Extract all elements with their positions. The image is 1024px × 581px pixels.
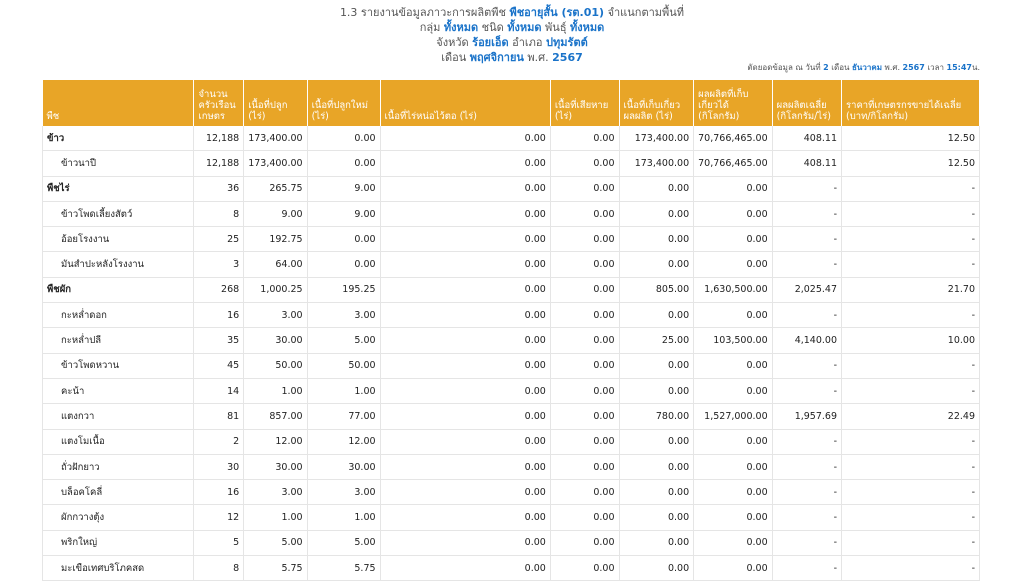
column-header: ผลผลิตที่เก็บเกี่ยวได้ (กิโลกรัม): [694, 80, 773, 126]
table-cell: 14: [194, 378, 244, 403]
table-cell: 0.00: [380, 480, 550, 505]
table-cell: 0.00: [550, 454, 619, 479]
table-cell: -: [842, 252, 980, 277]
table-cell: 12,188: [194, 126, 244, 151]
table-cell: -: [772, 252, 841, 277]
crop-name-cell: ผักกวางตุ้ง: [43, 505, 194, 530]
table-cell: 0.00: [380, 151, 550, 176]
column-header: เนื้อที่เสียหาย (ไร่): [550, 80, 619, 126]
table-cell: -: [772, 429, 841, 454]
table-cell: 21.70: [842, 277, 980, 302]
table-cell: 0.00: [619, 353, 694, 378]
crop-name-cell: ข้าวโพดเลี้ยงสัตว์: [43, 201, 194, 226]
cutoff-year: 2567: [902, 63, 925, 72]
variety-value: ทั้งหมด: [570, 21, 605, 34]
table-cell: -: [772, 505, 841, 530]
table-cell: 0.00: [550, 277, 619, 302]
table-cell: -: [842, 353, 980, 378]
filter-line: [0, 20, 1024, 35]
cutoff-day: 2: [823, 63, 829, 72]
table-cell: -: [772, 378, 841, 403]
table-cell: 1,957.69: [772, 404, 841, 429]
table-cell: 0.00: [619, 429, 694, 454]
table-cell: 173,400.00: [244, 151, 307, 176]
cutoff-month-label: เดือน: [831, 63, 850, 72]
table-cell: -: [842, 556, 980, 581]
table-cell: 0.00: [694, 505, 773, 530]
crop-name-cell: ข้าวโพดหวาน: [43, 353, 194, 378]
table-cell: 0.00: [619, 454, 694, 479]
table-cell: 0.00: [619, 556, 694, 581]
table-cell: 0.00: [550, 151, 619, 176]
table-cell: 0.00: [380, 404, 550, 429]
table-group-row: [43, 126, 980, 151]
province-label: จังหวัด: [436, 36, 469, 49]
table-row: [43, 328, 980, 353]
table-cell: -: [772, 201, 841, 226]
table-cell: 30: [194, 454, 244, 479]
table-cell: 30.00: [307, 454, 380, 479]
table-cell: 0.00: [619, 480, 694, 505]
table-cell: 25: [194, 227, 244, 252]
table-cell: 70,766,465.00: [694, 126, 773, 151]
table-cell: 0.00: [694, 176, 773, 201]
location-line: [0, 35, 1024, 50]
table-cell: 1,000.25: [244, 277, 307, 302]
table-cell: -: [772, 227, 841, 252]
column-header: เนื้อที่เก็บเกี่ยวผลผลิต (ไร่): [619, 80, 694, 126]
crop-name-cell: อ้อยโรงงาน: [43, 227, 194, 252]
table-cell: 780.00: [619, 404, 694, 429]
table-cell: 2: [194, 429, 244, 454]
table-row: [43, 353, 980, 378]
table-cell: 1.00: [307, 378, 380, 403]
column-header: เนื้อที่ปลูก (ไร่): [244, 80, 307, 126]
table-cell: 173,400.00: [244, 126, 307, 151]
month-value: พฤศจิกายน: [469, 51, 524, 64]
table-cell: 4,140.00: [772, 328, 841, 353]
column-header: ผลผลิตเฉลี่ย (กิโลกรัม/ไร่): [772, 80, 841, 126]
table-cell: 0.00: [694, 530, 773, 555]
table-cell: 408.11: [772, 151, 841, 176]
table-row: [43, 480, 980, 505]
table-cell: -: [842, 505, 980, 530]
table-cell: 1,630,500.00: [694, 277, 773, 302]
table-row: [43, 505, 980, 530]
table-cell: 12.00: [244, 429, 307, 454]
table-cell: 0.00: [307, 227, 380, 252]
table-cell: -: [842, 303, 980, 328]
table-cell: 0.00: [380, 556, 550, 581]
column-header: เนื้อที่ไร่หน่อไว้ตอ (ไร่): [380, 80, 550, 126]
table-cell: 0.00: [619, 227, 694, 252]
year-value: 2567: [552, 51, 583, 64]
crop-name-cell: ถั่วฝักยาว: [43, 454, 194, 479]
table-cell: 195.25: [307, 277, 380, 302]
table-cell: 0.00: [694, 201, 773, 226]
table-cell: 0.00: [307, 151, 380, 176]
table-cell: 12.50: [842, 151, 980, 176]
table-cell: 0.00: [380, 454, 550, 479]
table-cell: 10.00: [842, 328, 980, 353]
table-cell: 0.00: [380, 505, 550, 530]
table-cell: 12.50: [842, 126, 980, 151]
table-cell: 0.00: [550, 353, 619, 378]
table-cell: 16: [194, 480, 244, 505]
district-value: ปทุมรัตต์: [546, 36, 588, 49]
table-cell: 805.00: [619, 277, 694, 302]
table-cell: 50.00: [244, 353, 307, 378]
table-cell: 0.00: [380, 303, 550, 328]
table-cell: 0.00: [550, 328, 619, 353]
cutoff-prefix: ตัดยอดข้อมูล ณ วันที่: [747, 63, 821, 72]
table-cell: 1.00: [244, 505, 307, 530]
column-header: จำนวนครัวเรือนเกษตร: [194, 80, 244, 126]
table-cell: 1.00: [307, 505, 380, 530]
table-cell: 192.75: [244, 227, 307, 252]
table-cell: 2,025.47: [772, 277, 841, 302]
table-cell: 0.00: [550, 404, 619, 429]
table-group-row: [43, 176, 980, 201]
crop-name-cell: พืชผัก: [43, 277, 194, 302]
table-row: [43, 252, 980, 277]
crop-name-cell: ข้าวนาปี: [43, 151, 194, 176]
table-cell: 0.00: [550, 227, 619, 252]
table-cell: 22.49: [842, 404, 980, 429]
table-cell: 0.00: [550, 126, 619, 151]
table-cell: 5.00: [307, 328, 380, 353]
table-cell: 0.00: [694, 556, 773, 581]
table-cell: 173,400.00: [619, 126, 694, 151]
data-cutoff-note: [747, 61, 980, 74]
table-cell: -: [772, 303, 841, 328]
table-row: [43, 378, 980, 403]
table-cell: -: [842, 176, 980, 201]
table-cell: 0.00: [550, 530, 619, 555]
table-cell: 0.00: [694, 353, 773, 378]
table-cell: -: [842, 454, 980, 479]
table-cell: -: [772, 176, 841, 201]
crop-name-cell: แตงโมเนื้อ: [43, 429, 194, 454]
crop-name-cell: ข้าว: [43, 126, 194, 151]
table-cell: 0.00: [380, 176, 550, 201]
table-cell: 3.00: [307, 480, 380, 505]
table-row: [43, 404, 980, 429]
table-cell: 0.00: [619, 378, 694, 403]
table-cell: 0.00: [550, 252, 619, 277]
table-cell: 0.00: [619, 530, 694, 555]
table-cell: 9.00: [307, 201, 380, 226]
cutoff-month: ธันวาคม: [852, 63, 882, 72]
table-cell: 0.00: [694, 227, 773, 252]
table-row: [43, 151, 980, 176]
table-cell: 5: [194, 530, 244, 555]
table-cell: 0.00: [380, 126, 550, 151]
table-cell: 0.00: [619, 176, 694, 201]
group-label: กลุ่ม: [419, 21, 441, 34]
table-header-row: [43, 80, 980, 126]
table-row: [43, 530, 980, 555]
kind-value: ทั้งหมด: [507, 21, 542, 34]
cutoff-time-label: เวลา: [927, 63, 944, 72]
table-cell: 0.00: [550, 480, 619, 505]
table-cell: 0.00: [380, 252, 550, 277]
table-cell: -: [842, 530, 980, 555]
table-row: [43, 429, 980, 454]
crop-name-cell: มะเขือเทศบริโภคสด: [43, 556, 194, 581]
table-cell: 30.00: [244, 454, 307, 479]
production-table: [42, 80, 980, 581]
table-cell: 81: [194, 404, 244, 429]
table-cell: 0.00: [307, 126, 380, 151]
table-row: [43, 454, 980, 479]
cutoff-time-suffix: น.: [971, 63, 980, 72]
table-cell: -: [842, 480, 980, 505]
table-cell: 64.00: [244, 252, 307, 277]
table-cell: -: [842, 201, 980, 226]
table-cell: -: [842, 429, 980, 454]
table-cell: 12.00: [307, 429, 380, 454]
table-cell: -: [842, 378, 980, 403]
table-cell: 408.11: [772, 126, 841, 151]
table-cell: 268: [194, 277, 244, 302]
crop-name-cell: พืชไร่: [43, 176, 194, 201]
table-cell: 8: [194, 556, 244, 581]
table-cell: 0.00: [694, 480, 773, 505]
table-cell: 3.00: [307, 303, 380, 328]
table-cell: 0.00: [550, 378, 619, 403]
table-cell: 0.00: [619, 505, 694, 530]
table-cell: 25.00: [619, 328, 694, 353]
table-cell: 12: [194, 505, 244, 530]
table-cell: -: [772, 480, 841, 505]
month-label: เดือน: [441, 51, 467, 64]
table-cell: 0.00: [694, 303, 773, 328]
table-cell: 0.00: [550, 556, 619, 581]
crop-name-cell: บล็อคโคลี่: [43, 480, 194, 505]
table-cell: 0.00: [619, 252, 694, 277]
table-cell: 0.00: [694, 252, 773, 277]
table-row: [43, 303, 980, 328]
table-cell: 30.00: [244, 328, 307, 353]
column-header: ราคาที่เกษตรกรขายได้เฉลี่ย (บาท/กิโลกรัม): [842, 80, 980, 126]
table-cell: -: [842, 227, 980, 252]
table-cell: 0.00: [307, 252, 380, 277]
crop-name-cell: พริกใหญ่: [43, 530, 194, 555]
table-cell: 3.00: [244, 303, 307, 328]
table-group-row: [43, 277, 980, 302]
province-value: ร้อยเอ็ด: [472, 36, 509, 49]
table-cell: 35: [194, 328, 244, 353]
table-cell: -: [772, 530, 841, 555]
report-title-prefix: 1.3 รายงานข้อมูลภาวะการผลิตพืช: [339, 6, 506, 19]
crop-name-cell: คะน้า: [43, 378, 194, 403]
table-cell: 36: [194, 176, 244, 201]
kind-label: ชนิด: [481, 21, 504, 34]
table-cell: 50.00: [307, 353, 380, 378]
table-cell: 5.75: [307, 556, 380, 581]
report-header: [0, 0, 1024, 65]
crop-name-cell: กะหล่ำปลี: [43, 328, 194, 353]
cutoff-time: 15:47: [946, 63, 972, 72]
table-cell: 0.00: [380, 277, 550, 302]
column-header: เนื้อที่ปลูกใหม่ (ไร่): [307, 80, 380, 126]
table-cell: 1,527,000.00: [694, 404, 773, 429]
report-title-line: [0, 5, 1024, 20]
crop-name-cell: มันสำปะหลังโรงงาน: [43, 252, 194, 277]
table-cell: 103,500.00: [694, 328, 773, 353]
table-cell: 9.00: [244, 201, 307, 226]
table-cell: 0.00: [550, 201, 619, 226]
crop-type-value: พืชอายุสั้น (รต.01): [509, 6, 605, 19]
table-cell: 1.00: [244, 378, 307, 403]
table-cell: 0.00: [380, 378, 550, 403]
table-cell: 45: [194, 353, 244, 378]
table-cell: 3.00: [244, 480, 307, 505]
table-body: [43, 126, 980, 581]
table-cell: 5.00: [307, 530, 380, 555]
table-cell: 0.00: [550, 176, 619, 201]
variety-label: พันธุ์: [545, 21, 567, 34]
table-cell: 0.00: [380, 530, 550, 555]
table-cell: 77.00: [307, 404, 380, 429]
table-cell: 0.00: [380, 353, 550, 378]
table-cell: 3: [194, 252, 244, 277]
crop-name-cell: กะหล่ำดอก: [43, 303, 194, 328]
table-cell: 0.00: [694, 454, 773, 479]
table-cell: 0.00: [550, 429, 619, 454]
table-cell: -: [772, 353, 841, 378]
table-row: [43, 227, 980, 252]
table-cell: 5.75: [244, 556, 307, 581]
table-cell: 12,188: [194, 151, 244, 176]
table-cell: 0.00: [619, 201, 694, 226]
crop-name-cell: แตงกวา: [43, 404, 194, 429]
table-cell: 70,766,465.00: [694, 151, 773, 176]
table-row: [43, 556, 980, 581]
table-cell: 0.00: [694, 429, 773, 454]
table-cell: 0.00: [550, 303, 619, 328]
report-title-suffix: จำแนกตามพื้นที่: [607, 6, 685, 19]
district-label: อำเภอ: [512, 36, 543, 49]
table-cell: 9.00: [307, 176, 380, 201]
table-cell: 0.00: [380, 429, 550, 454]
table-cell: 16: [194, 303, 244, 328]
cutoff-year-label: พ.ศ.: [884, 63, 900, 72]
table-row: [43, 201, 980, 226]
column-header: พืช: [43, 80, 194, 126]
table-cell: 0.00: [619, 303, 694, 328]
table-cell: 173,400.00: [619, 151, 694, 176]
table-cell: 0.00: [550, 505, 619, 530]
table-cell: 0.00: [380, 227, 550, 252]
table-cell: 857.00: [244, 404, 307, 429]
table-cell: 265.75: [244, 176, 307, 201]
year-label: พ.ศ.: [527, 51, 549, 64]
table-cell: -: [772, 556, 841, 581]
table-cell: 0.00: [380, 328, 550, 353]
table-cell: 0.00: [380, 201, 550, 226]
table-cell: -: [772, 454, 841, 479]
table-cell: 8: [194, 201, 244, 226]
group-value: ทั้งหมด: [443, 21, 479, 34]
table-cell: 0.00: [694, 378, 773, 403]
table-cell: 5.00: [244, 530, 307, 555]
